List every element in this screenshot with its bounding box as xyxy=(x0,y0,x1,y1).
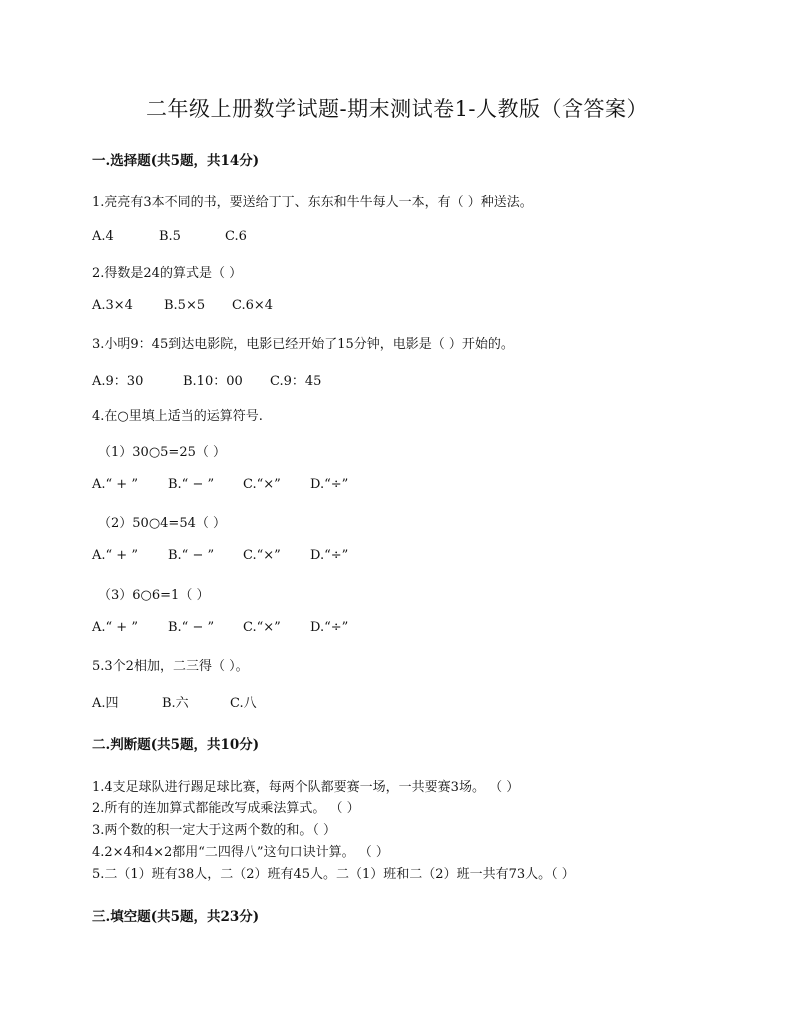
option-c: C.八 xyxy=(230,696,257,711)
question-4-sub-1-options xyxy=(92,477,348,492)
question-2-text: 2.得数是24的算式是（ ） xyxy=(92,266,243,281)
section-heading-fill-in: 三.填空题(共5题，共23分) xyxy=(92,909,260,925)
option-d: D.“÷” xyxy=(310,477,349,492)
option-c: C.6×4 xyxy=(232,298,274,313)
question-5-options xyxy=(92,692,257,711)
section-heading-true-false: 二.判断题(共5题，共10分) xyxy=(92,737,260,753)
option-d: D.“÷” xyxy=(310,620,349,635)
option-b: B.“ − ” xyxy=(168,620,215,635)
question-4-sub-2-options xyxy=(92,548,348,563)
question-4-sub-3: （3）6○6=1（ ） xyxy=(98,588,210,603)
option-b: B.10：00 xyxy=(183,374,243,389)
option-d: D.“÷” xyxy=(310,548,349,563)
judgement-item-4: 4.2×4和4×2都用“二四得八”这句口诀计算。 （ ） xyxy=(92,845,389,860)
judgement-item-3: 3.两个数的积一定大于这两个数的和。（ ） xyxy=(92,823,337,838)
option-a: A.9：30 xyxy=(92,374,144,389)
option-b: B.5×5 xyxy=(164,298,206,313)
option-a: A.4 xyxy=(92,229,114,244)
option-c: C.9：45 xyxy=(270,374,322,389)
document-title: 二年级上册数学试题-期末测试卷1-人教版（含答案） xyxy=(145,97,649,121)
question-1-options xyxy=(92,229,247,244)
option-a: A.“ + ” xyxy=(92,548,138,563)
question-4-sub-3-options xyxy=(92,620,348,635)
question-2-options xyxy=(92,298,273,313)
question-4-sub-2: （2）50○4=54（ ） xyxy=(98,516,226,531)
option-b: B.“ − ” xyxy=(168,548,215,563)
question-5-text: 5.3个2相加，二三得（ ）。 xyxy=(92,659,249,674)
option-a: A.“ + ” xyxy=(92,620,138,635)
question-3-text: 3.小明9：45到达电影院，电影已经开始了15分钟，电影是（ ）开始的。 xyxy=(92,337,514,352)
section-heading-choice: 一.选择题(共5题，共14分) xyxy=(92,153,260,169)
judgement-item-5: 5.二（1）班有38人，二（2）班有45人。二（1）班和二（2）班一共有73人。（ ） xyxy=(92,867,575,882)
option-a: A.“ + ” xyxy=(92,477,138,492)
question-1-text: 1.亮亮有3本不同的书，要送给丁丁、东东和牛牛每人一本，有（ ）种送法。 xyxy=(92,195,533,210)
option-c: C.“×” xyxy=(243,477,281,492)
judgement-item-1: 1.4支足球队进行踢足球比赛，每两个队都要赛一场，一共要赛3场。 （ ） xyxy=(92,780,520,795)
judgement-item-2: 2.所有的连加算式都能改写成乘法算式。 （ ） xyxy=(92,801,360,816)
question-3-options xyxy=(92,370,321,389)
option-c: C.6 xyxy=(225,229,247,244)
question-4-text: 4.在○里填上适当的运算符号. xyxy=(92,409,263,424)
option-b: B.“ − ” xyxy=(168,477,215,492)
option-b: B.5 xyxy=(159,229,181,244)
question-4-sub-1: （1）30○5=25（ ） xyxy=(98,445,226,460)
option-c: C.“×” xyxy=(243,620,281,635)
option-a: A.四 xyxy=(92,696,119,711)
option-a: A.3×4 xyxy=(92,298,133,313)
option-c: C.“×” xyxy=(243,548,281,563)
option-b: B.六 xyxy=(162,696,189,711)
